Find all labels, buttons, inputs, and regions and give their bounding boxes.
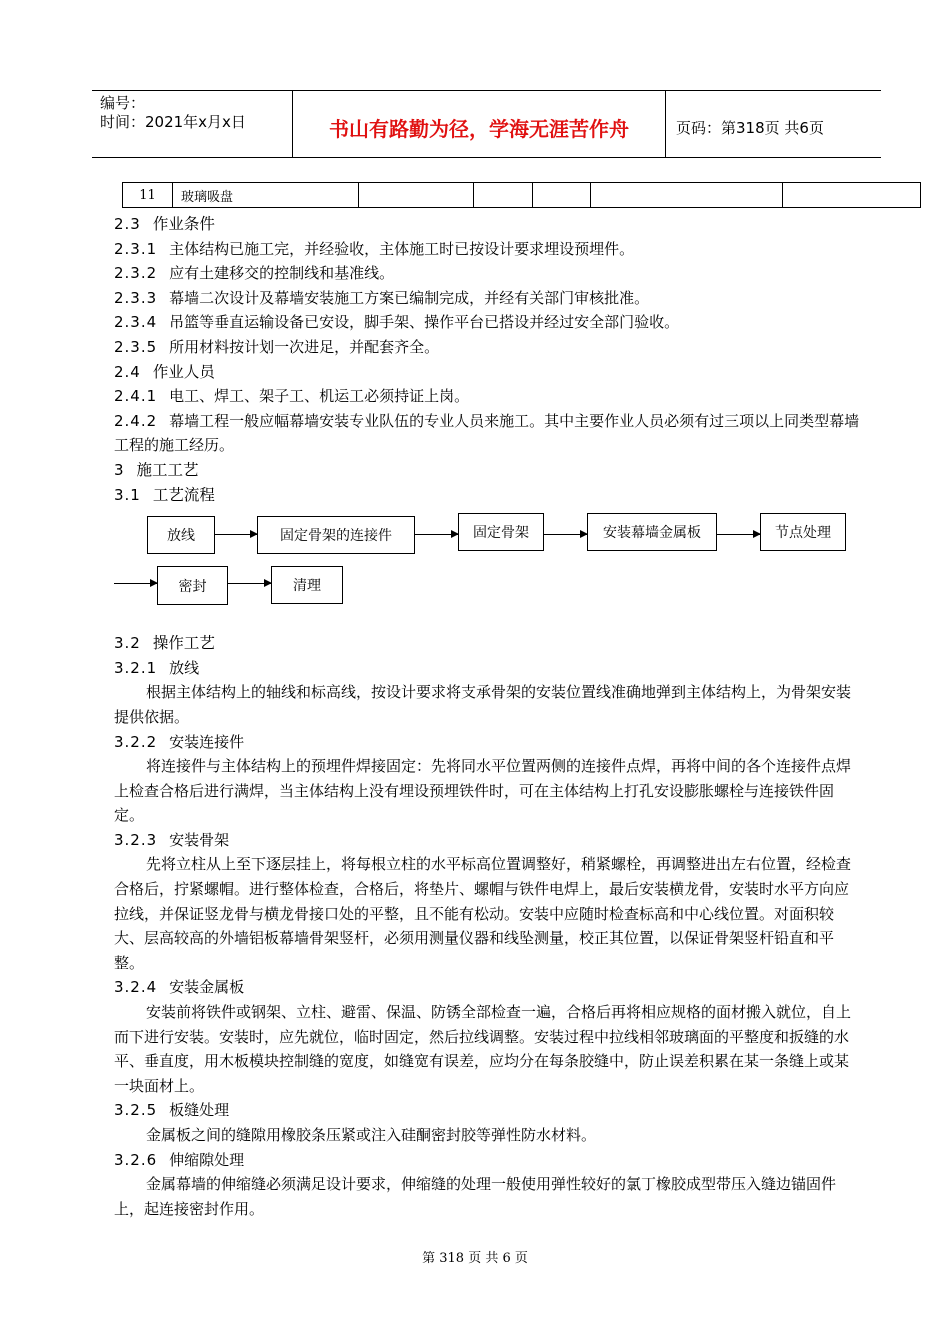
header-divider-right	[665, 90, 666, 158]
header-motto: 书山有路勤为径，学海无涯苦作舟	[329, 117, 629, 141]
header-page-info: 页码：第318页 共6页	[676, 119, 824, 137]
flow-step-seal: 密封	[157, 566, 228, 605]
section-heading: 3 施工工艺	[114, 460, 199, 479]
section-heading: 3.2 操作工艺	[114, 634, 215, 653]
subsection-heading: 3.2.3 安装骨架	[114, 830, 230, 849]
section-heading: 2.3 作业条件	[114, 215, 215, 233]
flow-step-joint-treatment: 节点处理	[760, 513, 846, 551]
paragraph: 2.3.5 所用材料按计划一次进足，并配套齐全。	[114, 337, 440, 356]
subsection-heading: 3.2.6 伸缩隙处理	[114, 1150, 245, 1169]
flow-arrow	[415, 534, 458, 535]
table-cell-name: 玻璃吸盘	[173, 183, 359, 208]
flow-arrow	[717, 534, 760, 535]
paragraph: 金属幕墙的伸缩缝必须满足设计要求，伸缩缝的处理一般使用弹性较好的氯丁橡胶成型带压入缝边锚固件上，起连接密封作用。	[114, 1175, 837, 1218]
flow-step-fix-connectors: 固定骨架的连接件	[257, 516, 415, 554]
header-top-rule	[92, 90, 881, 91]
header-bottom-rule	[92, 157, 881, 158]
subsection-heading: 3.2.5 板缝处理	[114, 1101, 230, 1120]
paragraph: 2.4.1 电工、焊工、架子工、机运工必须持证上岗。	[114, 387, 470, 406]
paragraph: 根据主体结构上的轴线和标高线，按设计要求将支承骨架的安装位置线准确地弹到主体结构上，为骨架安装提供依据。	[114, 683, 852, 726]
paragraph: 将连接件与主体结构上的预埋件焊接固定：先将同水平位置两侧的连接件点焊，再将中间的各个连接件点焊上检查合格后进行满焊，当主体结构上没有埋设预埋铁件时，可在主体结构上打孔安设膨胀螺栓与连接铁件固定。	[114, 757, 852, 825]
table-cell-empty	[783, 183, 921, 208]
flow-arrow	[228, 583, 271, 584]
flow-arrow	[114, 583, 157, 584]
paragraph: 金属板之间的缝隙用橡胶条压紧或注入硅酮密封胶等弹性防水材料。	[146, 1126, 597, 1144]
paragraph: 2.3.2 应有土建移交的控制线和基准线。	[114, 264, 395, 283]
section-heading: 2.4 作业人员	[114, 362, 215, 381]
paragraph: 先将立柱从上至下逐层挂上，将每根立柱的水平标高位置调整好，稍紧螺栓，再调整进出左右位置，经检查合格后，拧紧螺帽。进行整体检查，合格后，将垫片、螺帽与铁件电焊上，最后安装横龙骨，安装时水平方向应拉线，并保证竖龙骨与横龙骨接口处的平整，且不能有松动。安装中应随时检查标高和中心线位置。对面积较大、层高较高的外墙铝板幕墙骨架竖杆，必须用测量仪器和线坠测量，校正其位置，以保证骨架竖杆铅直和平整。	[114, 855, 852, 972]
table-cell-index: 11	[123, 183, 173, 208]
equipment-table	[122, 182, 921, 208]
flow-step-setout: 放线	[147, 516, 215, 554]
subsection-heading: 3.2.2 安装连接件	[114, 732, 245, 751]
header-meta	[100, 94, 246, 132]
paragraph: 2.3.4 吊篮等垂直运输设备已安设，脚手架、操作平台已搭设并经过安全部门验收。	[114, 313, 680, 332]
flow-arrow	[215, 534, 257, 535]
flow-step-install-panels: 安装幕墙金属板	[587, 513, 717, 551]
flow-arrow	[544, 534, 587, 535]
table-cell-empty	[591, 183, 783, 208]
document-body	[114, 212, 862, 1221]
paragraph: 2.4.2 幕墙工程一般应幅幕墙安装专业队伍的专业人员来施工。其中主要作业人员必须有过三项以上同类型幕墙工程的施工经历。	[114, 411, 860, 455]
subsection-heading: 3.2.4 安装金属板	[114, 978, 245, 997]
header-time-label: 时间：2021年x月x日	[100, 113, 246, 131]
section-heading: 3.1 工艺流程	[114, 485, 215, 504]
flow-step-fix-frame: 固定骨架	[458, 513, 544, 551]
paragraph: 2.3.1 主体结构已施工完，并经验收，主体施工时已按设计要求埋设预埋件。	[114, 239, 635, 258]
header-id-label: 编号：	[100, 94, 146, 112]
paragraph: 安装前将铁件或钢架、立柱、避雷、保温、防锈全部检查一遍，合格后再将相应规格的面材搬入就位，自上而下进行安装。安装时，应先就位，临时固定，然后拉线调整。安装过程中拉线相邻玻璃面的平整度和扳缝的水平、垂直度，用木板模块控制缝的宽度，如缝宽有误差，应均分在每条胶缝中，防止误差积累在某一条缝上或某一块面材上。	[114, 1003, 852, 1095]
table-cell-empty	[474, 183, 533, 208]
flow-step-clean: 清理	[271, 566, 343, 604]
table-row	[123, 183, 921, 208]
table-cell-empty	[359, 183, 474, 208]
subsection-heading: 3.2.1 放线	[114, 658, 200, 677]
paragraph: 2.3.3 幕墙二次设计及幕墙安装施工方案已编制完成，并经有关部门审核批准。	[114, 288, 650, 307]
table-cell-empty	[533, 183, 591, 208]
page-footer: 第 318 页 共 6 页	[422, 1251, 528, 1266]
